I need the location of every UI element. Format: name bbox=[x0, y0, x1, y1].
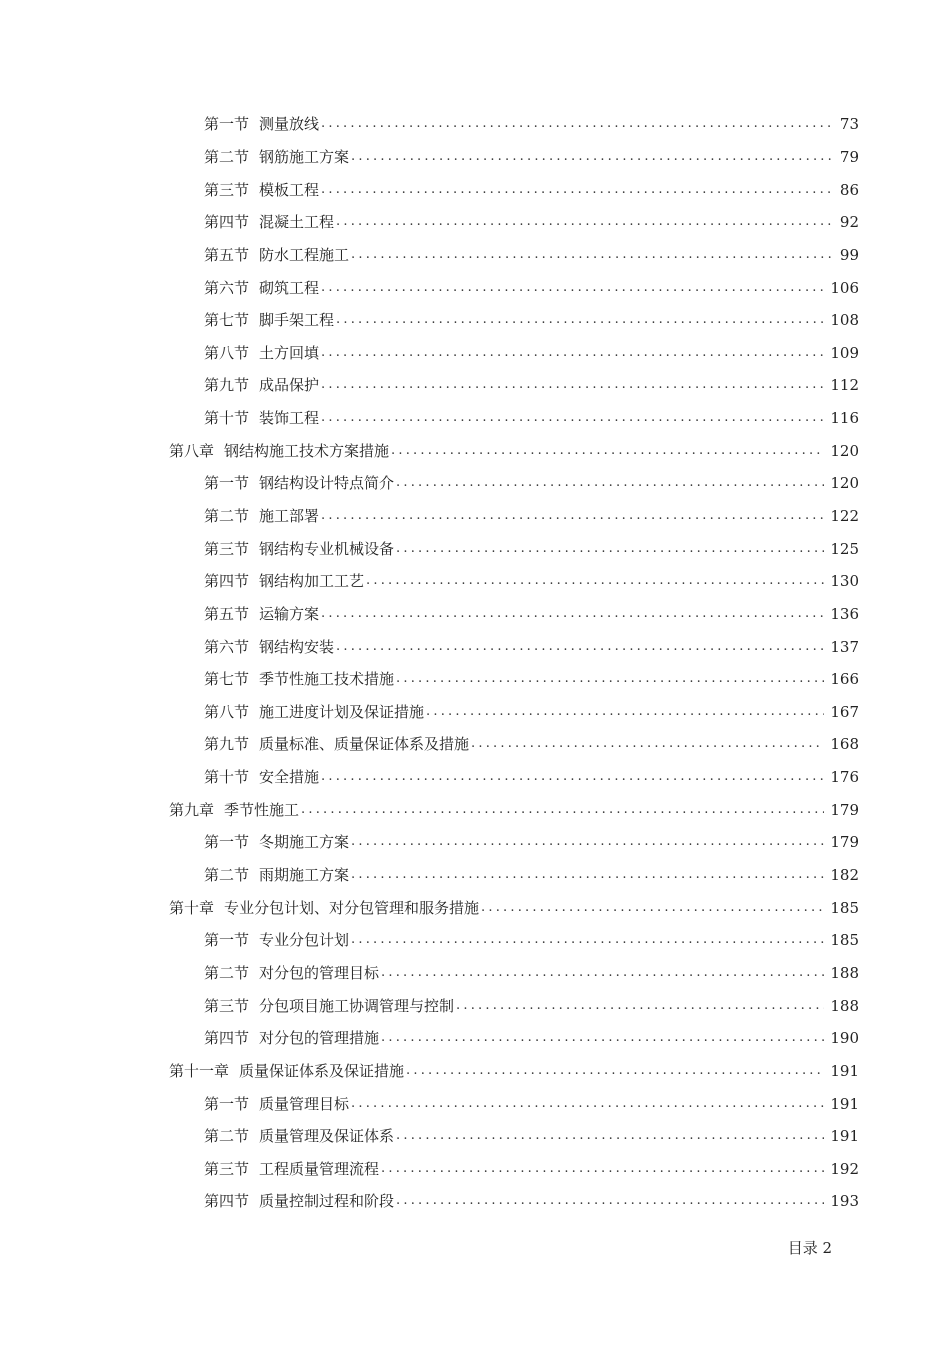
toc-entry-title: 钢结构安装 bbox=[259, 637, 335, 656]
toc-section-entry[interactable] bbox=[0, 402, 950, 435]
toc-entry-title: 专业分包计划 bbox=[259, 931, 350, 950]
toc-entry-number: 第一节 bbox=[204, 115, 250, 134]
toc-entry-number: 第六节 bbox=[204, 637, 250, 656]
toc-entry-number: 第三节 bbox=[204, 996, 250, 1015]
toc-entry-page: 176 bbox=[830, 768, 859, 787]
table-of-contents bbox=[0, 108, 950, 1218]
toc-entry-page: 168 bbox=[830, 735, 859, 754]
toc-entry-title: 钢结构施工技术方案措施 bbox=[224, 441, 390, 460]
toc-entry-page: 167 bbox=[830, 702, 859, 721]
toc-entry-number: 第四节 bbox=[204, 572, 250, 591]
toc-section-entry[interactable] bbox=[0, 859, 950, 892]
toc-entry-number: 第八章 bbox=[169, 441, 215, 460]
toc-entry-number: 第二节 bbox=[204, 507, 250, 525]
toc-entry-number: 第一节 bbox=[204, 931, 250, 950]
toc-entry-title: 钢结构设计特点简介 bbox=[259, 474, 395, 493]
toc-entry-title: 装饰工程 bbox=[259, 409, 320, 428]
toc-entry-number: 第二节 bbox=[204, 147, 250, 166]
toc-entry-number: 第五节 bbox=[204, 245, 250, 264]
toc-entry-title: 质量标准、质量保证体系及措施 bbox=[259, 735, 470, 754]
toc-entry-title: 钢筋施工方案 bbox=[259, 147, 350, 166]
toc-entry-number: 第二节 bbox=[204, 866, 250, 885]
toc-entry-title: 分包项目施工协调管理与控制 bbox=[259, 996, 455, 1015]
toc-entry-page: 99 bbox=[839, 245, 859, 264]
toc-dot-leader bbox=[396, 473, 824, 493]
toc-entry-title: 季节性施工 bbox=[224, 800, 300, 819]
toc-dot-leader bbox=[366, 571, 824, 591]
toc-section-entry[interactable] bbox=[0, 141, 950, 174]
toc-dot-leader bbox=[396, 1191, 824, 1211]
toc-entry-title: 混凝土工程 bbox=[259, 213, 335, 232]
toc-dot-leader bbox=[391, 441, 824, 461]
toc-entry-title: 防水工程施工 bbox=[259, 245, 350, 264]
toc-section-entry[interactable] bbox=[0, 532, 950, 565]
toc-dot-leader bbox=[351, 1094, 824, 1114]
toc-dot-leader bbox=[351, 832, 824, 852]
toc-section-entry[interactable] bbox=[0, 173, 950, 206]
toc-entry-page: 191 bbox=[830, 1061, 859, 1080]
toc-entry-title: 质量控制过程和阶段 bbox=[259, 1192, 395, 1211]
toc-entry-title: 土方回填 bbox=[259, 343, 320, 362]
toc-dot-leader bbox=[321, 408, 824, 428]
toc-section-entry[interactable] bbox=[0, 565, 950, 598]
toc-chapter-entry[interactable] bbox=[0, 891, 950, 924]
toc-entry-page: 182 bbox=[830, 866, 859, 885]
toc-entry-page: 112 bbox=[830, 376, 859, 395]
toc-entry-title: 施工进度计划及保证措施 bbox=[259, 702, 425, 721]
toc-entry-title: 施工部署 bbox=[259, 507, 320, 525]
toc-dot-leader bbox=[321, 278, 824, 298]
toc-entry-number: 第一节 bbox=[204, 474, 250, 493]
toc-dot-leader bbox=[321, 180, 831, 200]
toc-dot-leader bbox=[381, 1159, 824, 1179]
toc-dot-leader bbox=[456, 996, 824, 1016]
toc-chapter-entry[interactable] bbox=[0, 434, 950, 467]
toc-dot-leader bbox=[351, 865, 824, 885]
toc-entry-page: 125 bbox=[830, 539, 859, 558]
toc-entry-number: 第三节 bbox=[204, 1159, 250, 1178]
toc-section-entry[interactable] bbox=[0, 369, 950, 402]
toc-section-entry[interactable] bbox=[0, 957, 950, 990]
toc-section-entry[interactable] bbox=[0, 1185, 950, 1218]
toc-dot-leader bbox=[301, 800, 824, 820]
toc-entry-title: 雨期施工方案 bbox=[259, 866, 350, 885]
toc-dot-leader bbox=[321, 767, 824, 787]
toc-entry-title: 质量管理目标 bbox=[259, 1094, 350, 1113]
toc-entry-title: 砌筑工程 bbox=[259, 278, 320, 297]
toc-entry-page: 185 bbox=[830, 931, 859, 950]
toc-dot-leader bbox=[321, 506, 824, 526]
toc-entry-title: 脚手架工程 bbox=[259, 311, 335, 330]
toc-entry-page: 79 bbox=[839, 147, 859, 166]
toc-entry-title: 专业分包计划、对分包管理和服务措施 bbox=[224, 898, 480, 917]
toc-dot-leader bbox=[396, 1126, 824, 1146]
toc-entry-page: 188 bbox=[830, 963, 859, 982]
toc-entry-title: 钢结构加工工艺 bbox=[259, 572, 365, 591]
toc-entry-title: 测量放线 bbox=[259, 115, 320, 134]
toc-entry-number: 第九节 bbox=[204, 376, 250, 395]
toc-section-entry[interactable] bbox=[0, 924, 950, 957]
toc-entry-title: 成品保护 bbox=[259, 376, 320, 395]
toc-entry-title: 质量管理及保证体系 bbox=[259, 1127, 395, 1146]
toc-entry-page: 191 bbox=[830, 1127, 859, 1146]
toc-entry-page: 191 bbox=[830, 1094, 859, 1113]
toc-entry-page: 116 bbox=[830, 409, 859, 428]
toc-entry-title: 季节性施工技术措施 bbox=[259, 670, 395, 689]
toc-entry-title: 对分包的管理措施 bbox=[259, 1029, 380, 1048]
toc-entry-number: 第八节 bbox=[204, 702, 250, 721]
toc-entry-number: 第七节 bbox=[204, 311, 250, 330]
toc-section-entry[interactable] bbox=[0, 989, 950, 1022]
toc-section-entry[interactable] bbox=[0, 696, 950, 729]
toc-entry-page: 86 bbox=[839, 180, 859, 199]
toc-section-entry[interactable] bbox=[0, 239, 950, 272]
toc-chapter-entry[interactable] bbox=[0, 793, 950, 826]
toc-dot-leader bbox=[396, 669, 824, 689]
toc-dot-leader bbox=[321, 375, 824, 395]
toc-dot-leader bbox=[351, 245, 831, 265]
toc-dot-leader bbox=[351, 930, 824, 950]
toc-entry-page: 73 bbox=[839, 115, 859, 134]
toc-section-entry[interactable] bbox=[0, 1120, 950, 1153]
toc-entry-number: 第一节 bbox=[204, 833, 250, 852]
toc-section-entry[interactable] bbox=[0, 826, 950, 859]
toc-section-entry[interactable] bbox=[0, 761, 950, 794]
toc-section-entry[interactable] bbox=[0, 663, 950, 696]
toc-section-entry[interactable] bbox=[0, 206, 950, 239]
toc-entry-number: 第十节 bbox=[204, 409, 250, 428]
toc-entry-title: 安全措施 bbox=[259, 768, 320, 787]
toc-entry-page: 166 bbox=[830, 670, 859, 689]
toc-entry-page: 190 bbox=[830, 1029, 859, 1048]
toc-entry-page: 130 bbox=[830, 572, 859, 591]
toc-section-entry[interactable] bbox=[0, 598, 950, 631]
toc-entry-page: 185 bbox=[830, 898, 859, 917]
toc-dot-leader bbox=[406, 1061, 824, 1081]
toc-entry-page: 137 bbox=[830, 637, 859, 656]
toc-entry-page: 136 bbox=[830, 604, 859, 623]
toc-entry-number: 第十节 bbox=[204, 768, 250, 787]
toc-dot-leader bbox=[396, 539, 824, 559]
toc-section-entry[interactable] bbox=[0, 1022, 950, 1055]
toc-entry-page: 188 bbox=[830, 996, 859, 1015]
toc-entry-number: 第一节 bbox=[204, 1094, 250, 1113]
toc-dot-leader bbox=[381, 1028, 824, 1048]
page-footer: 目录 2 bbox=[787, 1239, 832, 1257]
toc-entry-page: 92 bbox=[839, 213, 859, 232]
toc-section-entry[interactable] bbox=[0, 1153, 950, 1186]
toc-entry-number: 第四节 bbox=[204, 1192, 250, 1211]
toc-section-entry[interactable] bbox=[0, 630, 950, 663]
toc-entry-number: 第三节 bbox=[204, 539, 250, 558]
toc-dot-leader bbox=[321, 114, 831, 134]
toc-dot-leader bbox=[336, 310, 824, 330]
toc-entry-number: 第九节 bbox=[204, 735, 250, 754]
toc-entry-number: 第三节 bbox=[204, 180, 250, 199]
toc-section-entry[interactable] bbox=[0, 500, 950, 533]
toc-section-entry[interactable] bbox=[0, 728, 950, 761]
toc-entry-number: 第九章 bbox=[169, 800, 215, 819]
toc-entry-page: 122 bbox=[830, 507, 859, 525]
toc-entry-page: 108 bbox=[830, 311, 859, 330]
toc-entry-title: 运输方案 bbox=[259, 604, 320, 623]
toc-entry-number: 第六节 bbox=[204, 278, 250, 297]
toc-dot-leader bbox=[321, 343, 824, 363]
toc-section-entry[interactable] bbox=[0, 108, 950, 141]
toc-section-entry[interactable] bbox=[0, 336, 950, 369]
toc-entry-title: 冬期施工方案 bbox=[259, 833, 350, 852]
toc-entry-page: 193 bbox=[830, 1192, 859, 1211]
toc-entry-number: 第四节 bbox=[204, 213, 250, 232]
toc-entry-title: 对分包的管理目标 bbox=[259, 963, 380, 982]
toc-entry-page: 179 bbox=[830, 833, 859, 852]
toc-entry-page: 120 bbox=[830, 474, 859, 493]
toc-entry-page: 179 bbox=[830, 800, 859, 819]
toc-entry-page: 192 bbox=[830, 1159, 859, 1178]
toc-dot-leader bbox=[481, 898, 824, 918]
toc-section-entry[interactable] bbox=[0, 467, 950, 500]
toc-entry-number: 第十章 bbox=[169, 898, 215, 917]
toc-entry-page: 106 bbox=[830, 278, 859, 297]
toc-entry-number: 第二节 bbox=[204, 963, 250, 982]
toc-dot-leader bbox=[471, 734, 824, 754]
toc-dot-leader bbox=[426, 702, 824, 722]
toc-entry-page: 120 bbox=[830, 441, 859, 460]
toc-entry-number: 第五节 bbox=[204, 604, 250, 623]
toc-dot-leader bbox=[381, 963, 824, 983]
toc-entry-page: 109 bbox=[830, 343, 859, 362]
toc-entry-number: 第四节 bbox=[204, 1029, 250, 1048]
toc-section-entry[interactable] bbox=[0, 271, 950, 304]
toc-entry-number: 第七节 bbox=[204, 670, 250, 689]
toc-entry-title: 工程质量管理流程 bbox=[259, 1159, 380, 1178]
toc-dot-leader bbox=[336, 637, 824, 657]
toc-chapter-entry[interactable] bbox=[0, 1055, 950, 1088]
toc-dot-leader bbox=[321, 604, 824, 624]
toc-entry-number: 第十一章 bbox=[169, 1061, 230, 1080]
toc-entry-number: 第八节 bbox=[204, 343, 250, 362]
toc-entry-title: 钢结构专业机械设备 bbox=[259, 539, 395, 558]
toc-dot-leader bbox=[351, 147, 831, 167]
toc-entry-number: 第二节 bbox=[204, 1127, 250, 1146]
toc-dot-leader bbox=[336, 212, 831, 232]
toc-entry-title: 模板工程 bbox=[259, 180, 320, 199]
toc-section-entry[interactable] bbox=[0, 1087, 950, 1120]
toc-section-entry[interactable] bbox=[0, 304, 950, 337]
toc-entry-title: 质量保证体系及保证措施 bbox=[239, 1061, 405, 1080]
